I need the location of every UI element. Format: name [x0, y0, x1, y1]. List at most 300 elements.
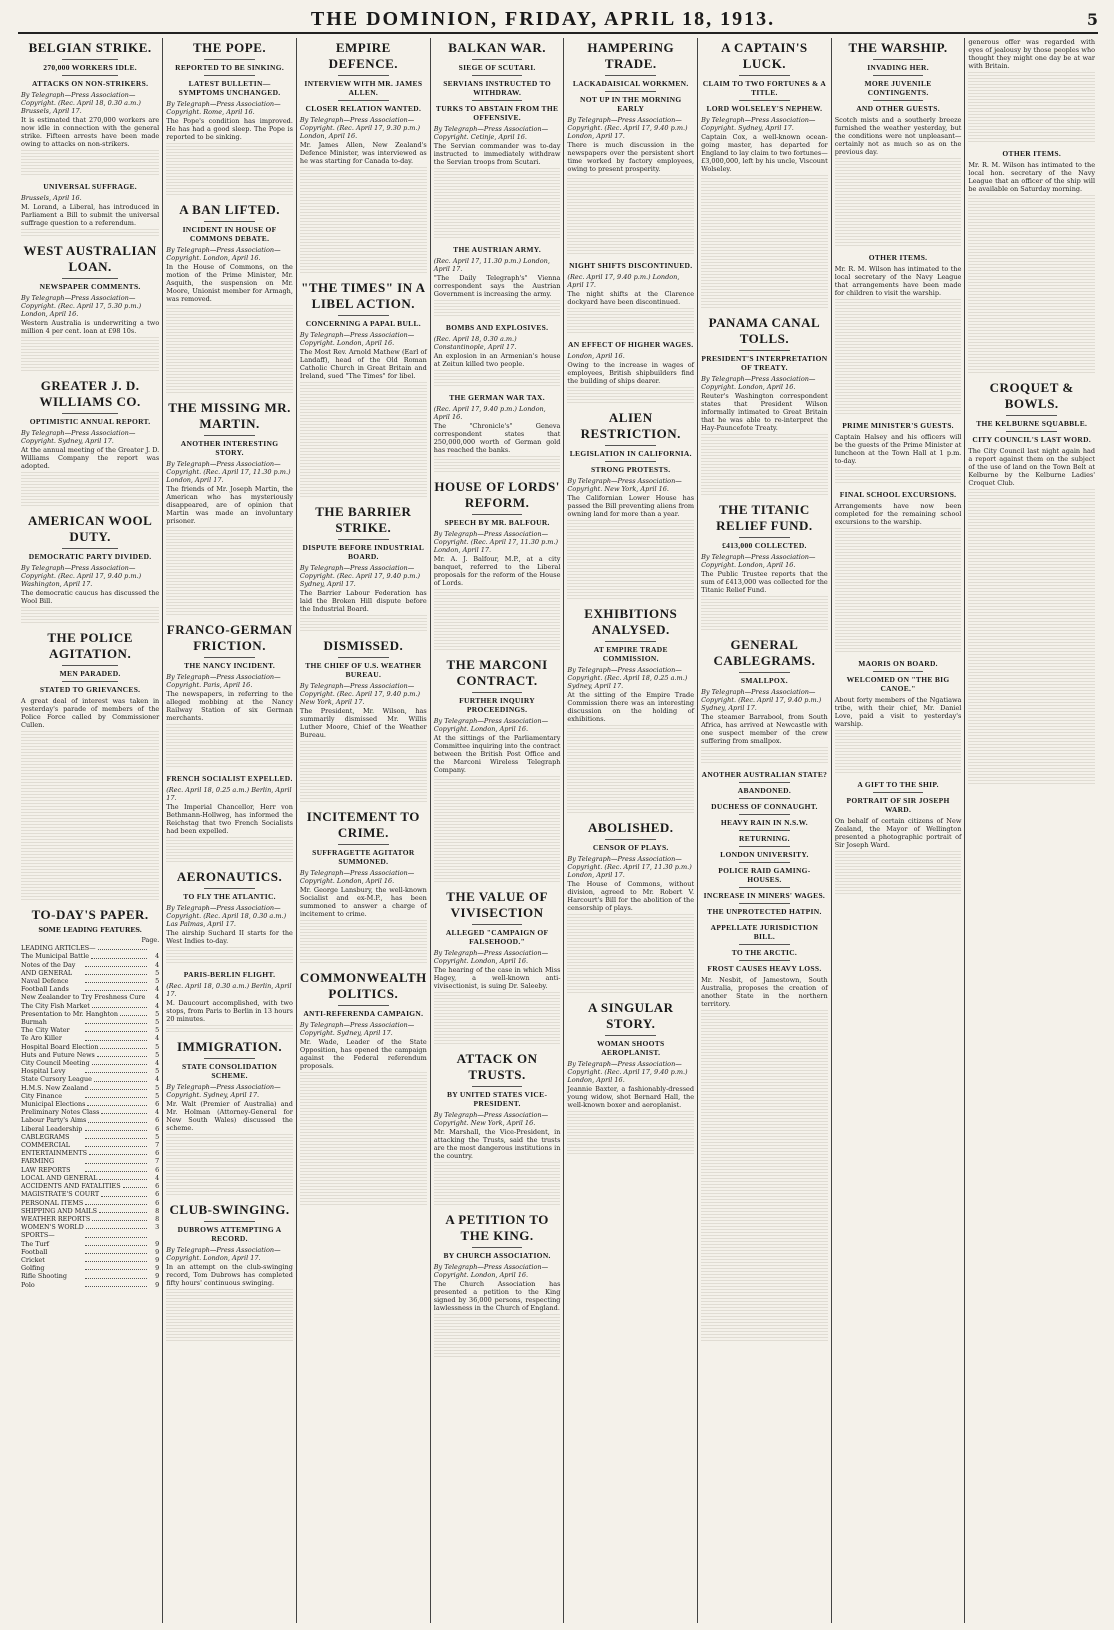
text-lines — [968, 660, 1095, 668]
text-lines — [701, 1145, 828, 1153]
text-lines — [300, 203, 427, 211]
story-subheadline: SPEECH BY MR. BALFOUR. — [444, 518, 550, 527]
text-lines — [567, 725, 694, 733]
divider-rule — [472, 59, 523, 60]
text-lines — [701, 434, 828, 442]
text-lines — [968, 135, 1095, 143]
text-lines — [968, 498, 1095, 506]
text-lines — [166, 855, 293, 863]
story-headline: BALKAN WAR. — [448, 40, 546, 55]
story-headline: DISMISSED. — [323, 638, 404, 653]
text-lines — [701, 1235, 828, 1243]
story-dateline: (Rec. April 18, 0.30 a.m.) Constantinople, April 17. — [433, 335, 517, 351]
story-dateline: By Telegraph—Press Association—Copyright. New York, April 16. — [433, 1111, 549, 1127]
divider-rule — [338, 315, 389, 316]
story-text: The Church Association has presented a petition to the King signed by 36,000 persons, respecting lawlessness in the Church of England. — [433, 1280, 561, 1312]
divider-rule — [1006, 431, 1057, 432]
toc-page: 6 — [155, 1182, 160, 1191]
divider-rule — [338, 75, 389, 76]
text-lines — [300, 239, 427, 247]
story-subheadline: TURKS TO ABSTAIN FROM THE OFFENSIVE. — [435, 104, 559, 122]
text-lines — [434, 1180, 561, 1188]
story-subheadline: LEGISLATION IN CALIFORNIA. — [569, 449, 692, 458]
story-subheadline: BOMBS AND EXPLOSIVES. — [445, 323, 549, 332]
story-dateline: By Telegraph—Press Association—Copyright. (Rec. April 17, 9.30 p.m.) London, April 16. — [299, 116, 421, 140]
story-subheadline: LONDON UNIVERSITY. — [720, 850, 809, 859]
text-lines — [300, 427, 427, 435]
text-lines — [166, 1161, 293, 1169]
text-lines — [166, 368, 293, 376]
text-lines — [300, 248, 427, 256]
toc-leader-dots — [92, 1002, 147, 1008]
story-subheadline: SERVIANS INSTRUCTED TO WITHDRAW. — [443, 79, 551, 97]
toc-leader-dots — [101, 1190, 147, 1196]
text-lines — [968, 99, 1095, 107]
toc-leader-dots — [92, 1215, 147, 1221]
divider-rule — [739, 350, 790, 351]
story-dateline: By Telegraph—Press Association—Copyright. Paris, April 16. — [166, 673, 281, 689]
text-lines — [567, 556, 694, 564]
text-lines — [968, 81, 1095, 89]
divider-rule — [605, 91, 656, 92]
toc-row — [21, 993, 159, 1001]
text-lines — [968, 687, 1095, 695]
story-subheadline: PARIS-BERLIN FLIGHT. — [183, 970, 276, 979]
story-text: The "Chronicle's" Geneva correspondent states that 250,000,000 worth of German gold has reached the banks. — [433, 422, 561, 454]
text-lines — [434, 992, 561, 1000]
text-lines — [434, 1019, 561, 1027]
story-text: The Servian commander was to-day instructed to immediately withdraw the Servian troops from Scutari. — [433, 142, 561, 166]
text-lines — [567, 734, 694, 742]
text-lines — [300, 212, 427, 220]
text-lines — [968, 777, 1095, 785]
text-lines — [968, 588, 1095, 596]
text-lines — [968, 195, 1095, 203]
text-lines — [701, 256, 828, 264]
story-text: The newspapers, in referring to the alleged mobbing at the Nancy Railway Station of six German merchants. — [166, 690, 293, 722]
text-lines — [300, 472, 427, 480]
text-lines — [300, 1126, 427, 1134]
story-text: Mr. R. M. Wilson has intimated to the local hon. secretary of the Navy League that an officer of the ship will be available on Saturday morning. — [968, 161, 1096, 193]
text-lines — [166, 332, 293, 340]
column-5 — [564, 38, 698, 1623]
toc-label: WOMEN'S WORLD — [21, 1223, 84, 1232]
text-lines — [567, 959, 694, 967]
divider-rule — [605, 839, 656, 840]
story-dateline: By Telegraph—Press Association—Copyright. London, April 17. — [166, 1246, 281, 1262]
text-lines — [567, 308, 694, 316]
text-lines — [434, 643, 561, 651]
story-dateline: By Telegraph—Press Association—Copyright. Sydney, April 17. — [166, 1083, 281, 1099]
text-lines — [968, 312, 1095, 320]
text-lines — [166, 590, 293, 598]
toc-leader-dots — [85, 1231, 147, 1237]
toc-label: SHIPPING AND MAILS — [21, 1206, 97, 1215]
story-subheadline: CLAIM TO TWO FORTUNES & A TITLE. — [702, 79, 827, 97]
divider-rule — [739, 100, 790, 101]
newspaper-columns — [18, 38, 1098, 1623]
story-subheadline: PRESIDENT'S INTERPRETATION OF TREATY. — [701, 354, 828, 372]
text-lines — [968, 321, 1095, 329]
story-headline: "THE TIMES" IN A LIBEL ACTION. — [301, 280, 426, 311]
story — [166, 869, 293, 964]
story-subheadline: WELCOMED ON "THE BIG CANOE." — [846, 675, 950, 693]
toc-label: Preliminary Notes Class — [21, 1108, 100, 1117]
toc-page: 4 — [155, 1108, 160, 1117]
text-lines — [567, 592, 694, 600]
text-lines — [835, 537, 962, 545]
text-lines — [968, 222, 1095, 230]
story — [835, 659, 962, 774]
toc-label: Naval Defence — [21, 977, 69, 986]
story-headline: A BAN LIFTED. — [179, 202, 280, 217]
text-lines — [567, 583, 694, 591]
text-lines — [434, 379, 561, 387]
text-lines — [166, 1170, 293, 1178]
text-lines — [835, 230, 962, 238]
text-lines — [968, 615, 1095, 623]
story-headline: FRANCO-GERMAN FRICTION. — [166, 622, 293, 653]
text-lines — [835, 326, 962, 334]
text-lines — [968, 117, 1095, 125]
text-lines — [968, 714, 1095, 722]
text-lines — [835, 221, 962, 229]
toc-row — [21, 1067, 159, 1075]
story-subheadline: NOT UP IN THE MORNING EARLY — [580, 95, 682, 113]
story-dateline: (Rec. April 18, 0.30 a.m.) Berlin, April 17. — [166, 982, 292, 998]
story — [701, 637, 828, 764]
text-lines — [701, 1334, 828, 1342]
text-lines — [701, 488, 828, 496]
story-text: The House of Commons, without division, agreed to Mr. Robert V. Harcourt's Bill for the abolition of the censorship of plays. — [567, 880, 695, 912]
text-lines — [701, 1118, 828, 1126]
text-lines — [701, 1199, 828, 1207]
divider-rule — [62, 59, 117, 60]
story-dateline: By Telegraph—Press Association—Copyright. Sydney, April 17. — [701, 116, 816, 132]
story-subheadline: THE GERMAN WAR TAX. — [449, 393, 545, 402]
story-dateline: By Telegraph—Press Association—Copyright. (Rec. April 17, 11.30 p.m.) London, April 17. — [433, 530, 559, 554]
divider-rule — [338, 539, 389, 540]
text-lines — [21, 346, 159, 354]
text-lines — [434, 1198, 561, 1206]
text-lines — [300, 400, 427, 408]
text-lines — [21, 875, 159, 883]
text-lines — [21, 364, 159, 372]
toc-row — [21, 1272, 159, 1280]
story-text: generous offer was regarded with eyes of jealousy by those peoples who thought they might one day be at war with Britain. — [968, 38, 1096, 70]
text-lines — [434, 177, 561, 185]
text-lines — [434, 1332, 561, 1340]
text-lines — [968, 741, 1095, 749]
toc-label: The Municipal Battle — [21, 952, 90, 961]
toc-row — [21, 1199, 159, 1207]
story-subheadline: 270,000 WORKERS IDLE. — [43, 63, 137, 72]
divider-rule — [739, 537, 790, 538]
toc-page: 5 — [155, 1067, 160, 1076]
story-subheadline: THE KELBURNE SQUABBLE. — [976, 419, 1088, 428]
text-lines — [701, 1091, 828, 1099]
text-lines — [166, 956, 293, 964]
toc-page: 4 — [155, 952, 160, 961]
story — [835, 490, 962, 653]
text-lines — [701, 461, 828, 469]
toc-page: 5 — [155, 1083, 160, 1092]
divider-rule — [739, 944, 790, 945]
story — [300, 809, 427, 964]
toc-leader-dots — [97, 1051, 147, 1057]
story — [835, 780, 962, 895]
toc-row — [21, 1256, 159, 1264]
text-lines — [166, 1307, 293, 1315]
story-subheadline: UNIVERSAL SUFFRAGE. — [43, 182, 137, 191]
text-lines — [701, 193, 828, 201]
story-dateline: By Telegraph—Press Association—Copyright. London, April 16. — [299, 331, 415, 347]
text-lines — [166, 1025, 293, 1033]
toc-leader-dots — [100, 1043, 147, 1049]
toc-leader-dots — [85, 1281, 147, 1287]
text-lines — [567, 788, 694, 796]
divider-rule — [62, 278, 117, 279]
text-lines — [21, 830, 159, 838]
text-lines — [300, 1189, 427, 1197]
toc-page: 4 — [155, 985, 160, 994]
text-lines — [300, 481, 427, 489]
toc-row — [21, 1018, 159, 1026]
story-subheadline: OTHER ITEMS. — [1002, 149, 1062, 158]
toc-leader-dots — [85, 1026, 147, 1032]
story — [300, 970, 427, 1206]
story-subheadline: CITY COUNCIL'S LAST WORD. — [972, 435, 1092, 444]
text-lines — [166, 377, 293, 385]
divider-rule — [204, 59, 255, 60]
toc-page: 6 — [155, 1124, 160, 1133]
text-lines — [21, 749, 159, 757]
story-subheadline: DUCHESS OF CONNAUGHT. — [711, 802, 818, 811]
divider-rule — [873, 792, 924, 793]
divider-rule — [739, 919, 790, 920]
toc-label: Huts and Future News — [21, 1050, 95, 1059]
text-lines — [434, 785, 561, 793]
text-lines — [968, 651, 1095, 659]
story-subheadline: THE UNPROTECTED HATPIN. — [707, 907, 822, 916]
toc-label: City Council Meeting — [21, 1059, 90, 1068]
story-subheadline: INCREASE IN MINERS' WAGES. — [703, 891, 826, 900]
story-headline: WEST AUSTRALIAN LOAN. — [23, 243, 157, 274]
text-lines — [835, 380, 962, 388]
story-headline: THE MISSING MR. MARTIN. — [168, 400, 291, 431]
text-lines — [300, 221, 427, 229]
text-lines — [21, 884, 159, 892]
story — [166, 774, 293, 863]
story-text: Arrangements have now been completed for the remaining school excursions to the warship. — [834, 502, 962, 526]
text-lines — [701, 1064, 828, 1072]
story-dateline: (Rec. April 17, 11.30 p.m.) London, April 17. — [433, 257, 550, 273]
text-lines — [968, 231, 1095, 239]
text-lines — [968, 108, 1095, 116]
story-dateline: By Telegraph—Press Association—Copyright. (Rec. April 17, 9.40 p.m.) Washington, April 17. — [21, 564, 142, 588]
todays-paper-index — [21, 907, 159, 1289]
text-lines — [701, 747, 828, 755]
divider-rule — [204, 75, 255, 76]
text-lines — [166, 170, 293, 178]
text-lines — [434, 607, 561, 615]
text-lines — [166, 733, 293, 741]
toc-leader-dots — [87, 1100, 147, 1106]
text-lines — [835, 591, 962, 599]
text-lines — [434, 857, 561, 865]
story-subheadline: DEMOCRATIC PARTY DIVIDED. — [28, 552, 152, 561]
story — [166, 1202, 293, 1342]
text-lines — [166, 341, 293, 349]
text-lines — [835, 609, 962, 617]
divider-rule — [873, 100, 924, 101]
text-lines — [166, 1316, 293, 1324]
text-lines — [166, 563, 293, 571]
story-subheadline: CONCERNING A PAPAL BULL. — [305, 319, 421, 328]
story-text: "The Daily Telegraph's" Vienna correspondent says the Austrian Government is increasing the army. — [433, 274, 561, 298]
toc-label: Municipal Elections — [21, 1100, 86, 1109]
toc-page: 9 — [155, 1272, 160, 1281]
text-lines — [166, 947, 293, 955]
divider-rule — [1006, 415, 1057, 416]
story-subheadline: STATE CONSOLIDATION SCHEME. — [182, 1062, 278, 1080]
text-lines — [21, 607, 159, 615]
column-2 — [163, 38, 297, 1623]
divider-rule — [739, 887, 790, 888]
toc-row — [21, 1026, 159, 1034]
text-lines — [21, 150, 159, 158]
toc-label: Football Lands — [21, 985, 69, 994]
column-1 — [18, 38, 163, 1623]
toc-leader-dots — [99, 1174, 147, 1180]
toc-label: Labour Party's Aims — [21, 1116, 87, 1125]
text-lines — [434, 875, 561, 883]
story-text: M. Lorand, a Liberal, has introduced in Parliament a Bill to submit the universal suffrage question to a referendum. — [21, 203, 160, 227]
text-lines — [434, 456, 561, 464]
toc-row — [21, 1166, 159, 1174]
story-subheadline: FURTHER INQUIRY PROCEEDINGS. — [459, 696, 536, 714]
column-4 — [431, 38, 565, 1623]
text-lines — [166, 1179, 293, 1187]
text-lines — [434, 213, 561, 221]
text-lines — [567, 752, 694, 760]
text-lines — [21, 839, 159, 847]
text-lines — [968, 696, 1095, 704]
toc-row — [21, 1182, 159, 1190]
text-lines — [968, 633, 1095, 641]
text-lines — [166, 1143, 293, 1151]
text-lines — [21, 616, 159, 624]
toc-label: Polo — [21, 1280, 35, 1289]
story-text: There is much discussion in the newspapers over the persistent short time worked by factory employees, owing to present prosperity. — [567, 141, 695, 173]
story-dateline: By Telegraph—Press Association—Copyright. Rome, April 16. — [166, 100, 281, 116]
story — [835, 421, 962, 484]
story-text: The friends of Mr. Joseph Martin, the American who has mysteriously disappeared, are of opinion that Martin was made an involuntary prisoner. — [166, 485, 293, 525]
story-text: In an attempt on the club-swinging record, Tom Dubrows has completed fifty hours' continuous swinging. — [166, 1263, 293, 1287]
text-lines — [300, 741, 427, 749]
text-lines — [835, 167, 962, 175]
text-lines — [166, 188, 293, 196]
toc-row — [21, 1059, 159, 1067]
divider-rule — [472, 514, 523, 515]
text-lines — [835, 371, 962, 379]
story — [434, 1212, 561, 1358]
text-lines — [701, 1154, 828, 1162]
divider-rule — [472, 1247, 523, 1248]
column-7 — [832, 38, 966, 1623]
toc-subheading: SOME LEADING FEATURES. — [38, 926, 142, 934]
text-lines — [968, 507, 1095, 515]
text-lines — [701, 623, 828, 631]
text-lines — [434, 830, 561, 838]
text-lines — [166, 1298, 293, 1306]
text-lines — [701, 1280, 828, 1288]
text-lines — [968, 750, 1095, 758]
story-subheadline: TO FLY THE ATLANTIC. — [183, 892, 276, 901]
text-lines — [434, 204, 561, 212]
text-lines — [567, 387, 694, 395]
text-lines — [21, 812, 159, 820]
toc-page: 5 — [155, 1132, 160, 1141]
story-text: The hearing of the case in which Miss Hagey, a well-known anti-vivisectionist, is suing Dr. Saleeby. — [433, 966, 561, 990]
toc-leader-dots — [94, 1075, 147, 1081]
toc-row — [21, 1084, 159, 1092]
text-lines — [434, 465, 561, 473]
text-lines — [835, 582, 962, 590]
divider-rule — [739, 846, 790, 847]
story — [166, 202, 293, 394]
story-dateline: By Telegraph—Press Association—Copyright. (Rec. April 18, 0.30 a.m.) Brussels, April 17. — [21, 91, 141, 115]
story-text: Mr. George Lansbury, the well-known Socialist and ex-M.P., has been summoned to answer a charge of incitement to crime. — [299, 886, 427, 918]
text-lines — [835, 618, 962, 626]
story-dateline: By Telegraph—Press Association—Copyright. London, April 16. — [166, 246, 281, 262]
toc-leader-dots — [85, 1018, 147, 1024]
text-lines — [166, 837, 293, 845]
toc-leader-dots — [85, 1272, 147, 1278]
toc-leader-dots — [85, 1264, 147, 1270]
toc-row — [21, 1264, 159, 1272]
story-subheadline: LACKADAISICAL WORKMEN. — [572, 79, 689, 88]
story — [21, 40, 159, 176]
toc-label: COMMERCIAL — [21, 1141, 70, 1150]
story-subheadline: ABANDONED. — [737, 786, 792, 795]
story-dateline: By Telegraph—Press Association—Copyright. (Rec. April 17, 9.40 p.m.) Sydney, April 17. — [701, 688, 822, 712]
text-lines — [166, 386, 293, 394]
story-subheadline: FROST CAUSES HEAVY LOSS. — [707, 964, 822, 973]
divider-rule — [204, 435, 255, 436]
text-lines — [835, 308, 962, 316]
text-lines — [434, 168, 561, 176]
toc-page: 5 — [155, 1042, 160, 1051]
toc-label: WEATHER REPORTS — [21, 1214, 91, 1223]
text-lines — [567, 941, 694, 949]
text-lines — [300, 938, 427, 946]
text-lines — [21, 481, 159, 489]
story-text: A great deal of interest was taken in yesterday's parade of members of the Police Force called by Commissioner Cullen. — [21, 697, 160, 729]
story-subheadline: INVADING HER. — [867, 63, 929, 72]
toc-row — [21, 1051, 159, 1059]
text-lines — [968, 579, 1095, 587]
story — [701, 770, 828, 1342]
text-lines — [300, 1198, 427, 1206]
story-dateline: (Rec. April 18, 0.25 a.m.) Berlin, April 17. — [166, 786, 292, 802]
toc-leader-dots — [85, 1199, 147, 1205]
story-dateline: (Rec. April 17, 9.40 p.m.) London, April 17. — [567, 273, 680, 289]
text-lines — [701, 211, 828, 219]
text-lines — [701, 229, 828, 237]
story — [434, 657, 561, 883]
toc-row — [21, 977, 159, 985]
